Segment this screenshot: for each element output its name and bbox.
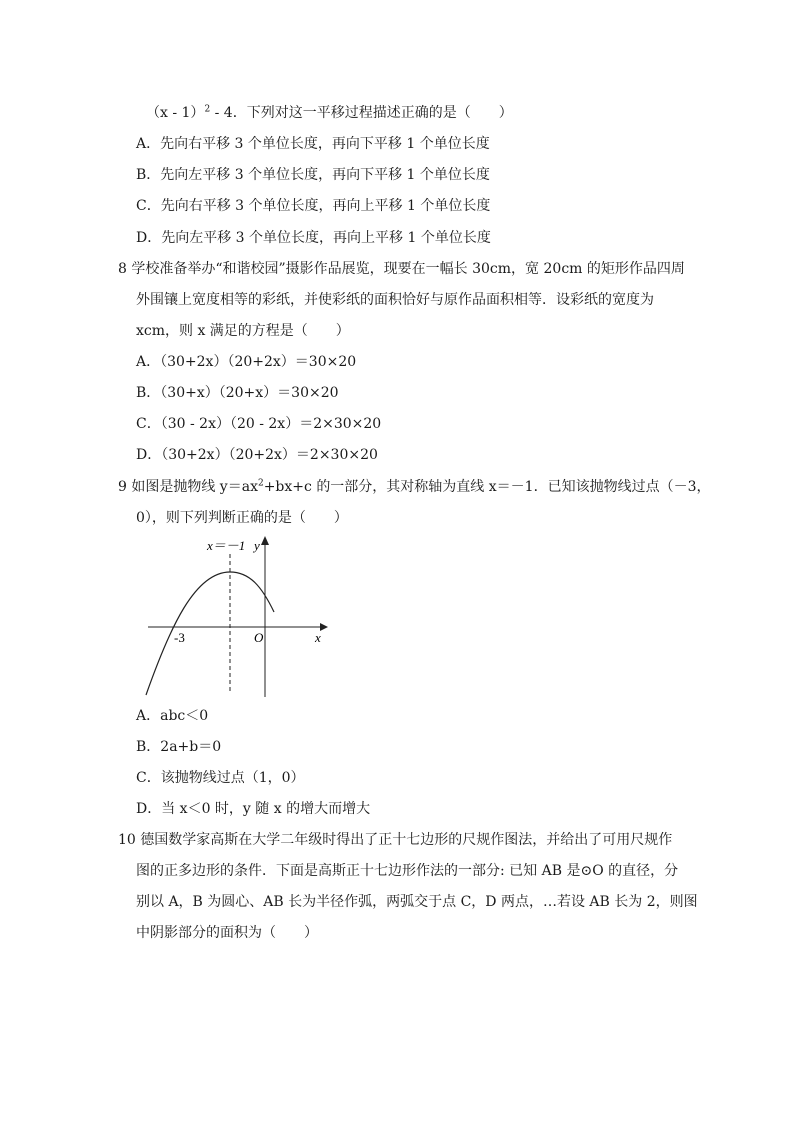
x-axis-arrow bbox=[320, 623, 328, 631]
q7-option-c: C．先向右平移 3 个单位长度，再向上平移 1 个单位长度 bbox=[136, 198, 491, 214]
origin-label: O bbox=[254, 630, 264, 645]
q8-stem-line2: 外围镶上宽度相等的彩纸，并使彩纸的面积恰好与原作品面积相等．设彩纸的宽度为 bbox=[136, 292, 654, 308]
q10-stem-line2: 图的正多边形的条件．下面是高斯正十七边形作法的一部分: 已知 AB 是⊙O 的直径，分 bbox=[136, 863, 679, 879]
q7-stem-tail bbox=[146, 104, 513, 122]
q8-option-b: B．（30+x）（20+x）＝30×20 bbox=[136, 385, 339, 401]
q9-stem-line1 bbox=[118, 478, 710, 496]
q9-option-c: C．该抛物线过点（1，0） bbox=[136, 770, 305, 786]
q7-exponent: 2 bbox=[204, 104, 211, 115]
q7-option-a: A．先向右平移 3 个单位长度，再向下平移 1 个单位长度 bbox=[136, 136, 490, 152]
q8-option-a: A．（30+2x）（20+2x）＝30×20 bbox=[136, 354, 357, 370]
q8-option-d: D．（30+2x）（20+2x）＝2×30×20 bbox=[136, 447, 378, 463]
q10-stem-line4: 中阴影部分的面积为（ ） bbox=[136, 925, 318, 941]
q8-option-c: C．（30 - 2x）（20 - 2x）＝2×30×20 bbox=[136, 416, 382, 432]
q9-option-a: A．abc＜0 bbox=[136, 708, 209, 724]
symmetry-axis-label: x＝－1 bbox=[207, 538, 246, 553]
q7-option-b: B．先向左平移 3 个单位长度，再向下平移 1 个单位长度 bbox=[136, 167, 490, 183]
y-axis-label: y bbox=[254, 538, 260, 553]
q7-stem-part1: （x - 1） bbox=[146, 105, 205, 121]
q10-stem-line1: 10 德国数学家高斯在大学二年级时得出了正十七边形的尺规作图法，并给出了可用尺规作 bbox=[118, 832, 673, 848]
q7-option-d: D．先向左平移 3 个单位长度，再向上平移 1 个单位长度 bbox=[136, 230, 491, 246]
q9-stem-line2: 0），则下列判断正确的是（ ） bbox=[136, 510, 348, 526]
q9-exponent: 2 bbox=[257, 478, 264, 489]
q7-stem-part2: - 4．下列对这一平移过程描述正确的是（ ） bbox=[210, 105, 513, 121]
q9-option-b: B．2a+b＝0 bbox=[136, 739, 222, 755]
q8-stem-line3: xcm，则 x 满足的方程是（ ） bbox=[136, 323, 350, 339]
root-label: -3 bbox=[174, 630, 185, 645]
y-axis-arrow bbox=[261, 536, 269, 545]
q9-option-d: D．当 x＜0 时，y 随 x 的增大而增大 bbox=[136, 801, 371, 817]
q8-stem-line1: 8 学校准备举办“和谐校园”摄影作品展览，现要在一幅长 30cm，宽 20cm 的矩形作品四周 bbox=[118, 261, 685, 277]
q9-stem-part1: 9 如图是抛物线 y＝ax bbox=[118, 479, 258, 495]
x-axis-label: x bbox=[315, 630, 321, 645]
parabola-figure bbox=[140, 532, 340, 702]
q9-stem-part2: +bx+c 的一部分，其对称轴为直线 x＝－1．已知该抛物线过点（－3， bbox=[263, 479, 711, 495]
q10-stem-line3: 别以 A，B 为圆心、AB 长为半径作弧，两弧交于点 C，D 两点，…若设 AB 长为 2，则图 bbox=[136, 894, 698, 910]
